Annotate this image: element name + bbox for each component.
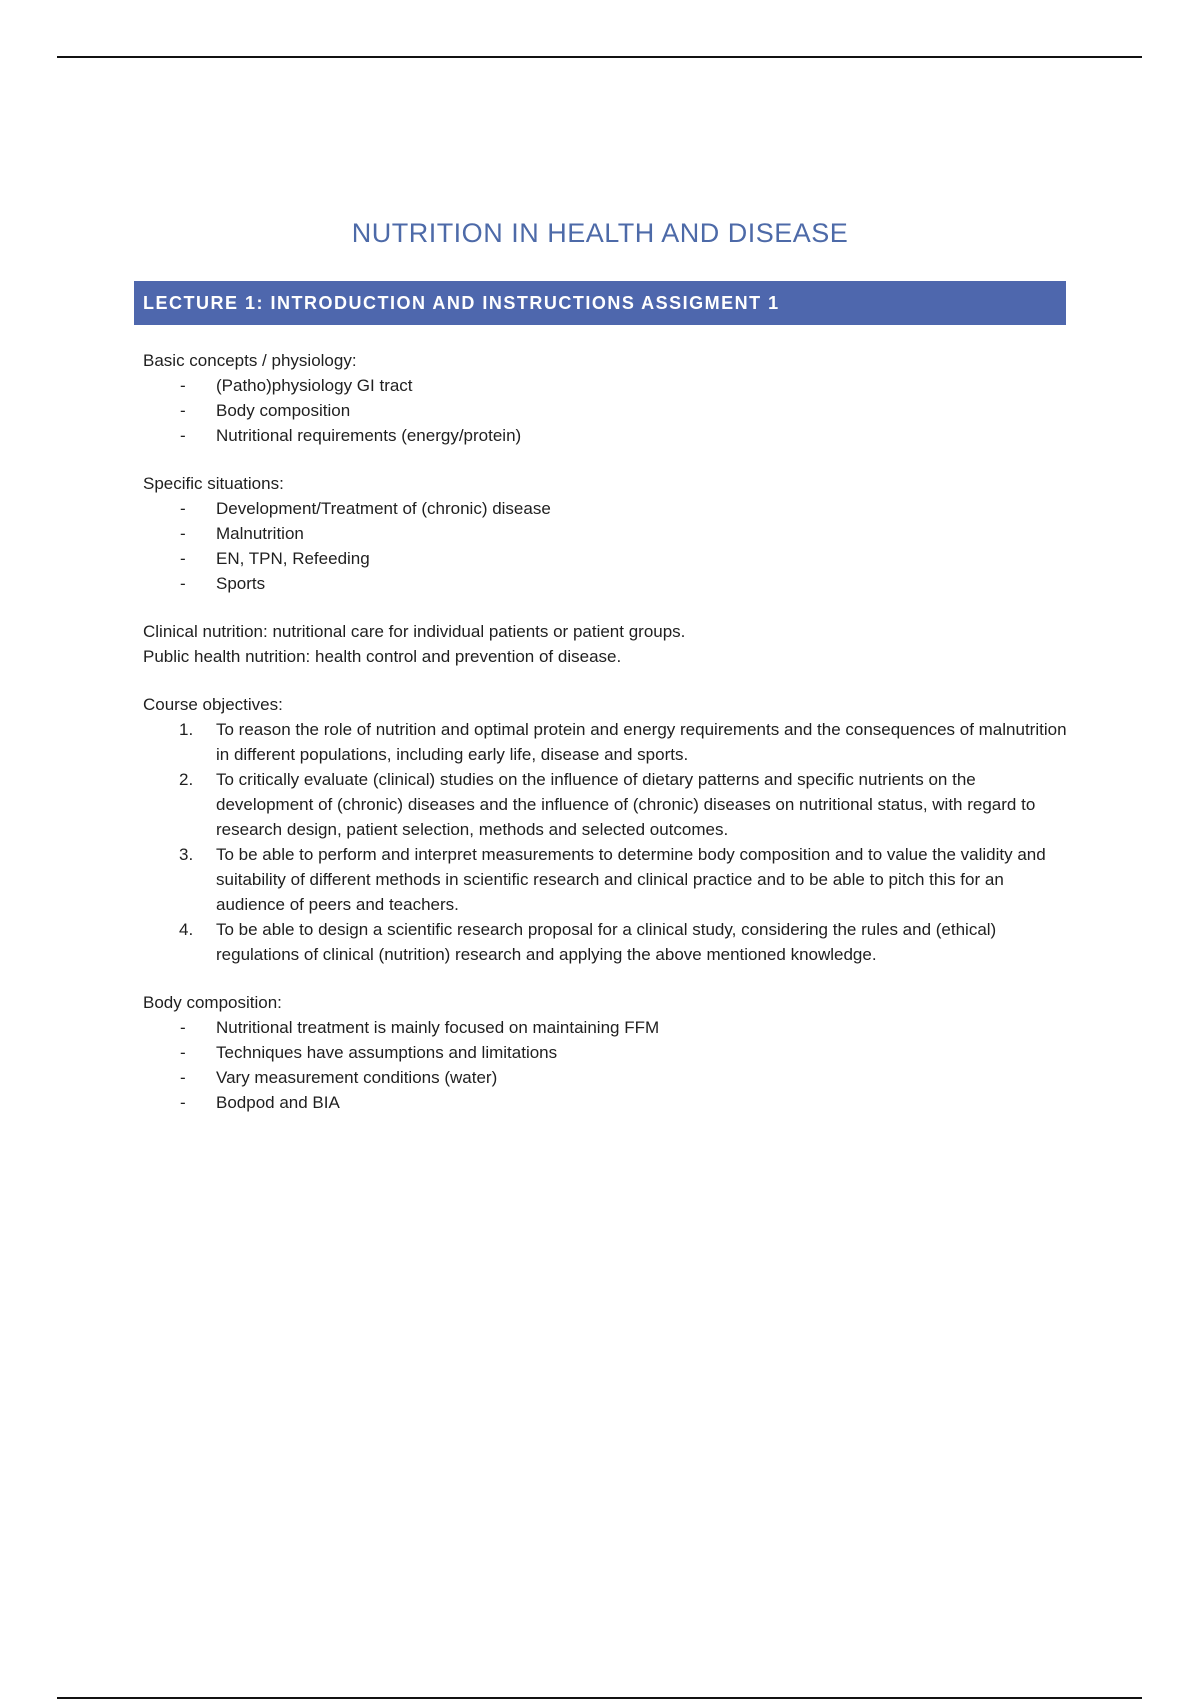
list-item: - Bodpod and BIA xyxy=(180,1093,340,1112)
objective-item: 2. To critically evaluate (clinical) studies on the influence of dietary patterns and specific nutrients on the development of (chronic) diseases and the influence of (chronic) diseases on nutritional status, with regard to research design, patient selection, methods and selected outcomes. xyxy=(179,770,1036,839)
list-item: - Vary measurement conditions (water) xyxy=(180,1068,498,1087)
list-item: - Nutritional treatment is mainly focused on maintaining FFM xyxy=(180,1018,660,1037)
bottom-rule xyxy=(57,1697,1142,1699)
course-objectives-list xyxy=(143,717,1073,967)
list-item: - Sports xyxy=(180,574,266,593)
objective-item: 4. To be able to design a scientific research proposal for a clinical study, considering the rules and (ethical) regulations of clinical (nutrition) research and applying the above mentioned knowledge. xyxy=(179,920,997,964)
objective-item: 3. To be able to perform and interpret measurements to determine body composition and to value the validity and suitability of different methods in scientific research and clinical practice and to be able to pitch this for an audience of peers and teachers. xyxy=(179,845,1046,914)
document-title: NUTRITION IN HEALTH AND DISEASE xyxy=(351,218,849,248)
clinical-nutrition-line: Clinical nutrition: nutritional care for individual patients or patient groups. xyxy=(143,622,686,641)
body-composition-heading: Body composition: xyxy=(143,993,282,1012)
specific-situations-list xyxy=(143,496,1073,596)
body-composition-list xyxy=(143,1015,1073,1115)
lecture-heading: LECTURE 1: INTRODUCTION AND INSTRUCTIONS ASSIGMENT 1 xyxy=(143,293,780,313)
list-item: - Malnutrition xyxy=(180,524,304,543)
list-item: - Body composition xyxy=(180,401,351,420)
list-item: - Techniques have assumptions and limitations xyxy=(180,1043,558,1062)
specific-situations-heading: Specific situations: xyxy=(143,474,284,493)
lecture-heading-bar xyxy=(134,281,1066,325)
basic-concepts-list xyxy=(143,373,1073,448)
list-item: - Development/Treatment of (chronic) disease xyxy=(180,499,551,518)
basic-concepts-heading: Basic concepts / physiology: xyxy=(143,351,357,370)
document-body xyxy=(143,348,1073,1115)
objective-item: 1. To reason the role of nutrition and optimal protein and energy requirements and the consequences of malnutrition in different populations, including early life, disease and sports. xyxy=(179,720,1067,764)
list-item: - EN, TPN, Refeeding xyxy=(180,549,370,568)
list-item: - Nutritional requirements (energy/protein) xyxy=(180,426,522,445)
list-item: - (Patho)physiology GI tract xyxy=(180,376,413,395)
public-health-line: Public health nutrition: health control and prevention of disease. xyxy=(143,647,622,666)
course-objectives-heading: Course objectives: xyxy=(143,695,283,714)
top-rule xyxy=(57,56,1142,58)
